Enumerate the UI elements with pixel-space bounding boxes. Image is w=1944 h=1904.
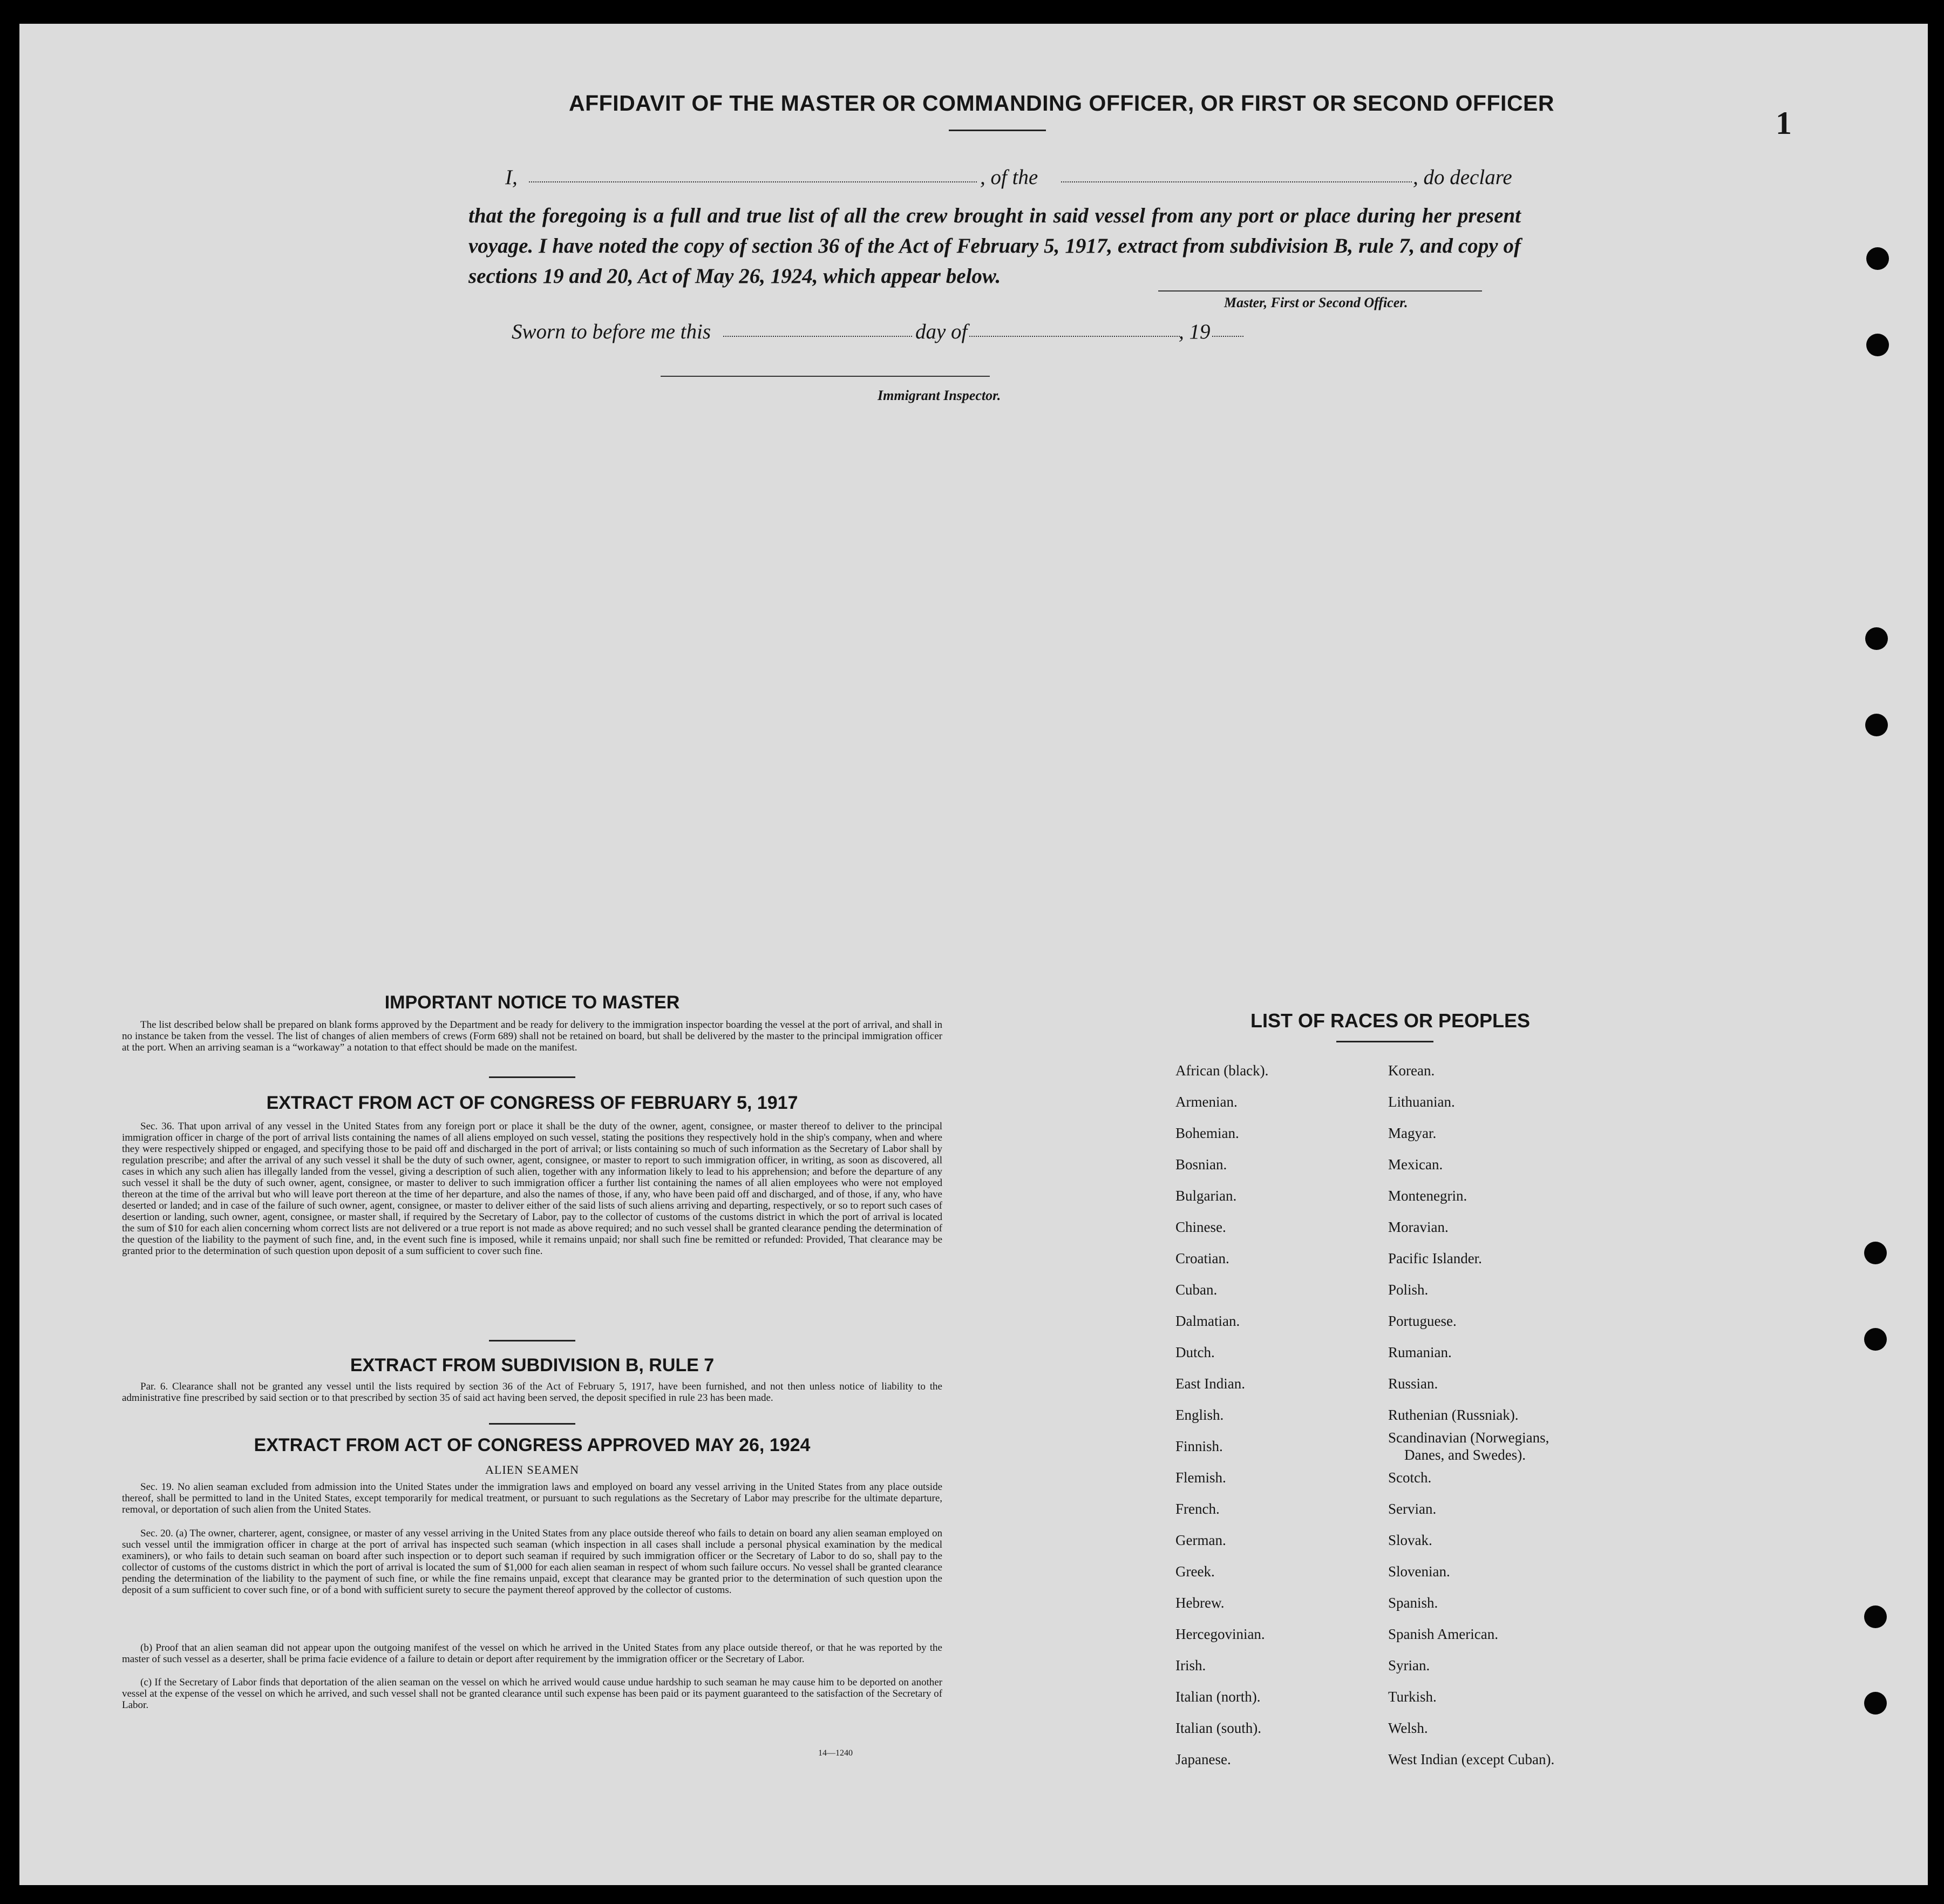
form-number: 14—1240: [818, 1749, 853, 1758]
race-item: Portuguese.: [1388, 1313, 1457, 1329]
race-item: Croatian.: [1175, 1250, 1229, 1266]
race-item: West Indian (except Cuban).: [1388, 1751, 1555, 1767]
section-divider: [489, 1423, 575, 1425]
race-item: Mexican.: [1388, 1156, 1443, 1173]
name-blank: [529, 181, 977, 182]
race-item: Scotch.: [1388, 1469, 1432, 1486]
race-item: Korean.: [1388, 1062, 1435, 1079]
extract-1917-title: EXTRACT FROM ACT OF CONGRESS OF FEBRUARY 5, 1917: [266, 1093, 798, 1113]
race-item: East Indian.: [1175, 1376, 1245, 1392]
race-item: Italian (south).: [1175, 1720, 1261, 1736]
alien-seamen-subtitle: ALIEN SEAMEN: [485, 1463, 579, 1476]
inspector-caption: Immigrant Inspector.: [878, 388, 1001, 403]
race-item: Dalmatian.: [1175, 1313, 1240, 1329]
document-sheet: [19, 24, 1928, 1885]
extract-1924-sec20a: Sec. 20. (a) The owner, charterer, agent, consignee, or master of any vessel arriving in the United States from any place outside thereof who fails to detain on board any alien seaman employed on such vessel until the immigration officer in charge at the port of arrival has inspected such seaman (which inspection in all cases shall include a personal physical examination by the medical examiners), or who fails to detain such seaman on board after such inspection or to deport such seaman if required by such immigration officer or the Secretary of Labor to do so, shall pay to the collector of customs of the customs district in which the port of arrival is located the sum of $1,000 for each alien seaman in respect of whom such failure occurs. No vessel shall be granted clearance pending the determination of the liability to the payment of such fine, or while the fine remains unpaid, except that clearance may be granted prior to the determination of such question upon the deposit of a sum sufficient to cover such fine, or of a bond with sufficient surety to secure the payment thereof approved by the collector of customs.: [122, 1528, 942, 1596]
race-item: Bohemian.: [1175, 1125, 1239, 1141]
race-item: Magyar.: [1388, 1125, 1437, 1141]
race-item-continuation: Danes, and Swedes).: [1404, 1447, 1526, 1463]
punch-hole: [1864, 1242, 1887, 1264]
race-item: Greek.: [1175, 1563, 1215, 1580]
title-underline: [949, 130, 1046, 131]
notice-text: The list described below shall be prepared on blank forms approved by the Department and be ready for delivery to the immigration inspector boarding the vessel at the port of arrival, and shall in no instance be taken from the vessel. The list of changes of alien members of crews (Form 689) shall not be retained on board, but shall be delivered by the master to the principal immigration officer at the port. When an arriving seaman is a “workaway” a notation to that effect should be made on the manifest.: [122, 1019, 942, 1053]
race-item: Japanese.: [1175, 1751, 1231, 1767]
extract-rule7-text: Par. 6. Clearance shall not be granted any vessel until the lists required by section 36 of the Act of February 5, 1917, have been furnished, and not then unless notice of liability to the administrative fine prescribed by said section or to that prescribed by section 35 of said act having been served, the deposit specified in rule 23 has been made.: [122, 1381, 942, 1404]
race-item: Ruthenian (Russniak).: [1388, 1407, 1519, 1423]
punch-hole: [1865, 627, 1888, 650]
inspector-signature-line: [661, 376, 990, 377]
race-item: Flemish.: [1175, 1469, 1226, 1486]
section-divider: [489, 1340, 575, 1341]
affidavit-i: I,: [505, 166, 518, 189]
race-item: Irish.: [1175, 1657, 1206, 1673]
sworn-day-of: day of: [915, 320, 968, 343]
race-item: Spanish American.: [1388, 1626, 1498, 1642]
affidavit-statement: that the foregoing is a full and true list of all the crew brought in said vessel from any port or place during her present voyage. I have noted the copy of section 36 of the Act of February 5, 1917, extract from subdivision B, rule 7, and copy of sections 19 and 20, Act of May 26, 1924, which appear below.: [468, 204, 1521, 288]
race-item: Turkish.: [1388, 1689, 1437, 1705]
race-item: Lithuanian.: [1388, 1094, 1455, 1110]
race-item: Cuban.: [1175, 1282, 1218, 1298]
affidavit-of-the: , of the: [980, 166, 1038, 189]
page-number: 1: [1776, 105, 1792, 141]
punch-hole: [1864, 1605, 1887, 1628]
punch-hole: [1866, 334, 1889, 356]
race-item: Polish.: [1388, 1282, 1429, 1298]
race-item: English.: [1175, 1407, 1224, 1423]
race-item: African (black).: [1175, 1062, 1269, 1079]
sworn-prefix: Sworn to before me this: [512, 320, 711, 343]
extract-1924-sec20c: (c) If the Secretary of Labor finds that deportation of the alien seaman on the vessel on which he arrived would cause undue hardship to such seaman he may cause him to be deported on another vessel at the expense of the vessel on which he arrived, and such vessel shall not be granted clearance until such expense has been paid or its payment guaranteed to the satisfaction of the Secretary of Labor.: [122, 1677, 942, 1711]
race-item: Pacific Islander.: [1388, 1250, 1482, 1266]
race-item: Servian.: [1388, 1501, 1437, 1517]
race-item: Chinese.: [1175, 1219, 1226, 1235]
race-item: Bulgarian.: [1175, 1188, 1237, 1204]
race-item: Slovenian.: [1388, 1563, 1450, 1580]
notice-title: IMPORTANT NOTICE TO MASTER: [384, 992, 680, 1013]
race-item: Russian.: [1388, 1376, 1438, 1392]
extract-1924-title: EXTRACT FROM ACT OF CONGRESS APPROVED MAY 26, 1924: [254, 1435, 811, 1455]
race-item: Armenian.: [1175, 1094, 1238, 1110]
race-item: Montenegrin.: [1388, 1188, 1467, 1204]
race-item: French.: [1175, 1501, 1220, 1517]
races-title-underline: [1336, 1041, 1433, 1042]
sworn-year: , 19: [1179, 320, 1211, 343]
signature-line: [1158, 290, 1482, 292]
race-item: Scandinavian (Norwegians,: [1388, 1429, 1549, 1446]
race-item: Bosnian.: [1175, 1156, 1227, 1173]
punch-hole: [1865, 714, 1888, 736]
race-item: Slovak.: [1388, 1532, 1432, 1548]
race-item: Dutch.: [1175, 1344, 1215, 1360]
extract-1917-text: Sec. 36. That upon arrival of any vessel in the United States from any foreign port or place it shall be the duty of the owner, agent, consignee, or master thereof to deliver to the principal immigration officer in charge of the port of arrival lists containing the names of all aliens employed on such vessel, stating the positions they respectively hold in the ship's company, when and where they were respectively shipped or engaged, and specifying those to be paid off and discharged in the port of arrival; or lists containing so much of such information as the Secretary of Labor shall by regulation prescribe; and after the arrival of any such vessel it shall be the duty of such owner, agent, consignee, or master to report to such immigration officer, in writing, as soon as discovered, all cases in which any such alien has illegally landed from the vessel, giving a description of such alien, together with any information likely to lead to his apprehension; and before the departure of any such vessel it shall be the duty of such owner, agent, consignee, or master to deliver to such immigration officer a further list containing the names of all alien employees who were not employed thereon at the time of the arrival but who will leave port thereon at the time of her departure, and also the names of those, if any, who have been paid off and discharged, and of those, if any, who have deserted or landed; and in case of the failure of such owner, agent, consignee, or master to deliver either of the said lists of such aliens arriving and departing, respectively, or so to report such cases of desertion or landing, such owner, agent, consignee, or master shall, if required by the Secretary of Labor, pay to the collector of customs of the customs district in which the port of arrival is located the sum of $10 for each alien concerning whom correct lists are not delivered or a true report is not made as above required; and no such vessel shall be granted clearance pending the determination of the question of the liability to the payment of such fine, and, in the event such fine is imposed, while it remains unpaid; nor shall such fine be remitted or refunded: Provided, That clearance may be granted prior to the determination of such question upon deposit of a sum sufficient to cover such fine.: [122, 1121, 942, 1257]
races-title: LIST OF RACES OR PEOPLES: [1250, 1009, 1531, 1032]
race-item: Rumanian.: [1388, 1344, 1452, 1360]
race-item: German.: [1175, 1532, 1226, 1548]
sworn-day-blank: [723, 336, 912, 337]
extract-1924-sec19: Sec. 19. No alien seaman excluded from admission into the United States under the immigration laws and employed on board any vessel arriving in the United States from any place outside thereof, shall be permitted to land in the United States, except temporarily for medical treatment, or pursuant to such regulations as the Secretary of Labor may prescribe for the ultimate departure, removal, or deportation of such alien from the United States.: [122, 1481, 942, 1515]
race-item: Finnish.: [1175, 1438, 1223, 1454]
sworn-month-blank: [969, 336, 1180, 337]
race-item: Welsh.: [1388, 1720, 1428, 1736]
sworn-year-blank: [1212, 336, 1243, 337]
vessel-blank: [1061, 181, 1412, 182]
race-item: Hebrew.: [1175, 1595, 1225, 1611]
punch-hole: [1864, 1692, 1887, 1715]
extract-rule7-title: EXTRACT FROM SUBDIVISION B, RULE 7: [350, 1355, 715, 1376]
affidavit-title: AFFIDAVIT OF THE MASTER OR COMMANDING OFFICER, OR FIRST OR SECOND OFFICER: [568, 91, 1555, 116]
section-divider: [489, 1076, 575, 1078]
punch-hole: [1866, 247, 1889, 270]
race-item: Syrian.: [1388, 1657, 1430, 1673]
extract-1924-sec20b: (b) Proof that an alien seaman did not appear upon the outgoing manifest of the vessel on which he arrived in the United States from any place outside thereof, or that he was reported by the master of such vessel as a deserter, shall be prima facie evidence of a failure to detain or deport after requirement by the immigration officer or the Secretary of Labor.: [122, 1642, 942, 1665]
affidavit-do-declare: , do declare: [1413, 166, 1512, 189]
race-item: Moravian.: [1388, 1219, 1449, 1235]
signature-caption: Master, First or Second Officer.: [1224, 295, 1408, 310]
race-item: Hercegovinian.: [1175, 1626, 1265, 1642]
race-item: Italian (north).: [1175, 1689, 1261, 1705]
race-item: Spanish.: [1388, 1595, 1438, 1611]
punch-hole: [1864, 1328, 1887, 1351]
